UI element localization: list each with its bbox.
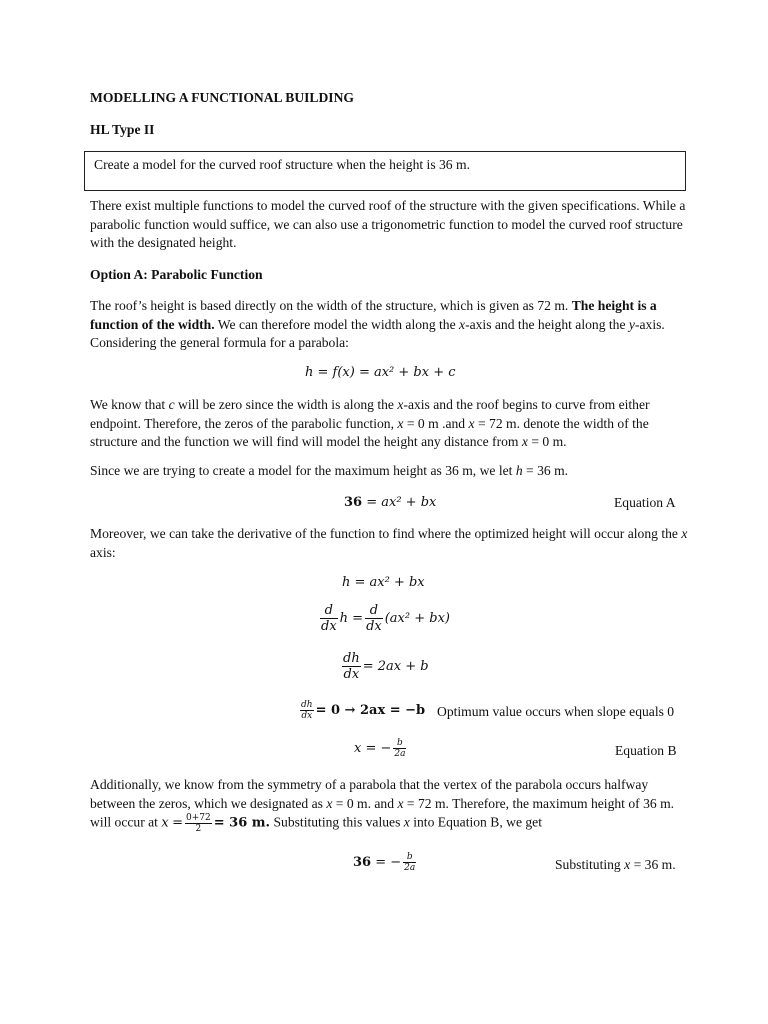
var-c: c [168,397,175,412]
var-x: x [397,795,404,811]
task-box [84,151,686,191]
frac-num: dh [301,700,313,710]
para1-bold-text: The height is a function of the width. [90,298,657,332]
equation-a-rhs: = ax² + bx [362,495,437,510]
frac-num: d [324,603,333,618]
para2-text-3: -axis and the roof begins to curve from either endpoint. Therefore, the zeros of the parabolic function, [90,397,650,431]
frac-den: 2a [394,749,406,759]
para5-text-3: = 72 m. Therefore, the maximum height of 36 m. will occur at [90,795,675,830]
equation-sub-lhs: 36 [353,855,372,870]
frac-num: 0+72 [186,813,211,823]
para5-equals: = [172,815,184,831]
equation-b-lhs: x = − [354,741,392,756]
label-text-1: Substituting [555,857,621,872]
var-x: x [459,316,466,332]
para3-text-2: = 36 m. [526,463,569,478]
var-y: y [628,316,635,332]
equation-optimum-label: Optimum value occurs when slope equals 0 [437,704,675,719]
equation-a-label: Equation A [614,495,676,510]
document-title: MODELLING A FUNCTIONAL BUILDING [90,90,354,105]
equation-b [354,738,408,759]
para2-text-4: = 0 m .and [406,415,466,431]
para1-text-1: The roof’s height is based directly on the width of the structure, which is given as 72 m. [90,298,569,313]
para2-text-1: We know that [90,397,166,412]
var-x: x [397,397,404,412]
para1-text-2: We can therefore model the width along the [217,316,456,332]
option-a-heading: Option A: Parabolic Function [90,267,263,282]
equation-derivative-1-mid: h = [339,611,364,626]
equation-optimum-mid: = 0 → 2ax = −b [315,703,426,718]
var-x: x [681,526,688,541]
label-text-2: = 36 m. [633,857,676,872]
para1-text-3: -axis and the height along the [465,316,626,332]
paragraph-derivative [90,525,690,562]
frac-num: b [397,738,403,748]
frac-num: dh [343,651,360,666]
frac-den: dx [301,711,313,721]
para5-text-1: Additionally, we know from the symmetry of a parabola that the vertex of the parabola occurs halfway between the zeros, which we designated as [90,777,649,811]
para2-text-6: = 0 m. [531,434,567,449]
para5-text-4: Substituting this values [273,814,401,830]
para5-text-5: into Equation B, we get [413,814,542,830]
frac-den: dx [366,619,382,634]
paragraph-vertex [90,776,690,834]
paragraph-zeros [90,396,690,452]
paragraph-width-height [90,297,690,353]
equation-b-label: Equation B [615,743,677,758]
para3-text-1: Since we are trying to create a model for the maximum height as 36 m, we let [90,463,513,478]
equation-derivative-1 [318,603,450,634]
para2-text-5: = 72 m. denote the width of the structure and the function we will find will model the height any distance from [90,415,649,449]
frac-num: b [406,852,413,862]
frac-den: dx [321,619,337,634]
equation-h: h = ax² + bx [342,575,425,590]
paragraph-max-height [90,462,690,481]
equation-substituted-label [555,856,676,875]
para2-text-2: will be zero since the width is along the [178,397,394,412]
para5-result: = 36 m. [213,815,271,831]
frac-num: d [369,603,379,618]
equation-optimum [298,700,425,721]
equation-substituted [353,852,418,873]
var-x: x [397,415,404,431]
para4-text-2: axis: [90,544,116,560]
var-h: h [515,463,523,478]
para1-text-4: -axis. Considering the general formula for a parabola: [90,316,665,350]
equation-general-parabola: h = f(x) = ax² + bx + c [305,365,456,380]
var-x: x [403,814,410,830]
equation-derivative-2-rhs: = 2ax + b [362,659,429,674]
var-x: x [326,795,333,811]
intro-paragraph: There exist multiple functions to model the curved roof of the structure with the given specifications. While a parabolic function would suffice, we can also use a trigonometric function to model the curved roof structure with the designated height. [90,198,686,250]
equation-a [344,494,436,513]
equation-derivative-2 [340,651,429,682]
var-x: x [521,434,528,449]
var-x: x [468,415,475,431]
frac-den: dx [343,667,360,682]
para5-text-2: = 0 m. and [335,795,395,811]
equation-sub-mid: = − [371,855,402,870]
equation-derivative-1-rhs: (ax² + bx) [384,611,450,626]
var-x: x [624,857,631,872]
section-subtitle: HL Type II [90,122,155,137]
para4-text-1: Moreover, we can take the derivative of the function to find where the optimized height will occur along the [90,526,678,541]
frac-den: 2 [185,823,212,834]
var-x: x [161,815,169,831]
equation-a-lhs: 36 [344,495,363,510]
task-box-text: Create a model for the curved roof structure when the height is 36 m. [94,157,470,172]
frac-den: 2a [404,863,416,873]
